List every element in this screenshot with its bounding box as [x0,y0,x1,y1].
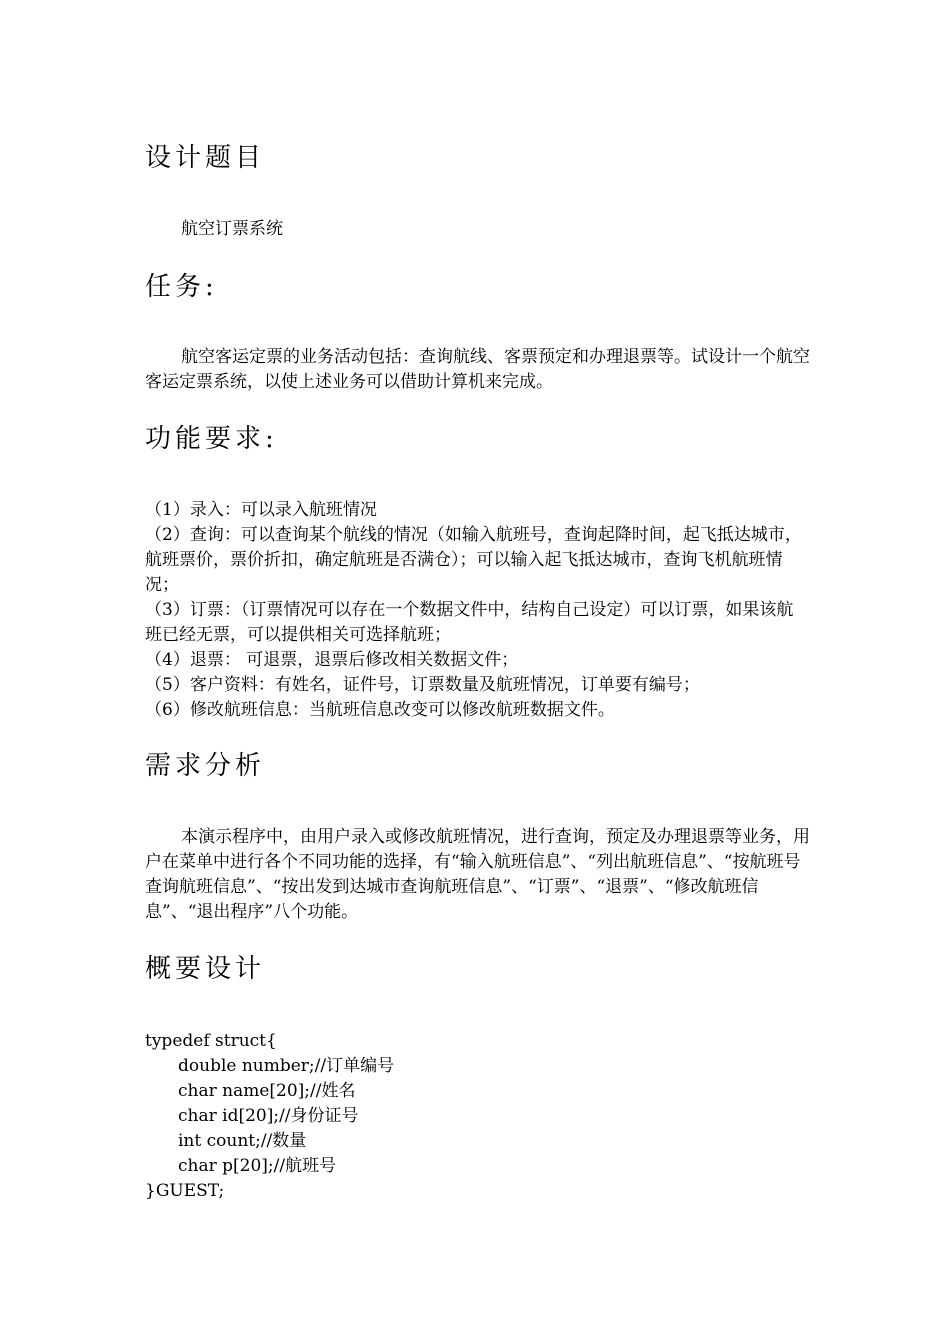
requirement-item: （3）订票：（订票情况可以存在一个数据文件中，结构自己设定）可以订票，如果该航班已经无票，可以提供相关可选择航班； [145,600,794,645]
code-line: double number;//订单编号 [178,1056,395,1076]
requirement-item: （6）修改航班信息：当航班信息改变可以修改航班数据文件。 [145,700,615,720]
section-heading-design-title: 设计题目 [145,143,266,173]
section-heading-outline: 概要设计 [145,954,266,984]
requirement-item: （2）查询：可以查询某个航线的情况（如输入航班号，查询起降时间，起飞抵达城市，航班票价，票价折扣，确定航班是否满仓）；可以输入起飞抵达城市，查询飞机航班情况； [145,525,802,595]
code-line: typedef struct{ [145,1031,277,1051]
struct-code-block [145,1029,810,1204]
requirement-item: （4）退票： 可退票，退票后修改相关数据文件； [145,650,519,670]
code-line: }GUEST; [145,1181,225,1201]
requirement-item: （1）录入：可以录入航班情况 [145,500,377,520]
section-heading-analysis: 需求分析 [145,751,266,781]
requirements-list [145,498,810,723]
code-line: char id[20];//身份证号 [178,1106,359,1126]
section-heading-requirements: 功能要求: [145,424,278,454]
requirement-item: （5）客户资料：有姓名，证件号，订票数量及航班情况，订单要有编号； [145,675,700,695]
code-line: char name[20];//姓名 [178,1081,356,1101]
code-line: int count;//数量 [178,1131,307,1151]
design-title-text: 航空订票系统 [181,219,283,239]
analysis-paragraph: 本演示程序中，由用户录入或修改航班情况，进行查询，预定及办理退票等业务，用户在菜单中进行各个不同功能的选择，有“输入航班信息”、“列出航班信息”、“按航班号查询航班信息”、“按出发到达城市查询航班信息”、“订票”、“退票”、“修改航班信息”、“退出程序”八个功能。 [145,827,810,922]
section-heading-task: 任务: [145,272,218,302]
task-paragraph: 航空客运定票的业务活动包括：查询航线、客票预定和办理退票等。试设计一个航空客运定票系统，以使上述业务可以借助计算机来完成。 [145,347,810,392]
code-line: char p[20];//航班号 [178,1156,337,1176]
